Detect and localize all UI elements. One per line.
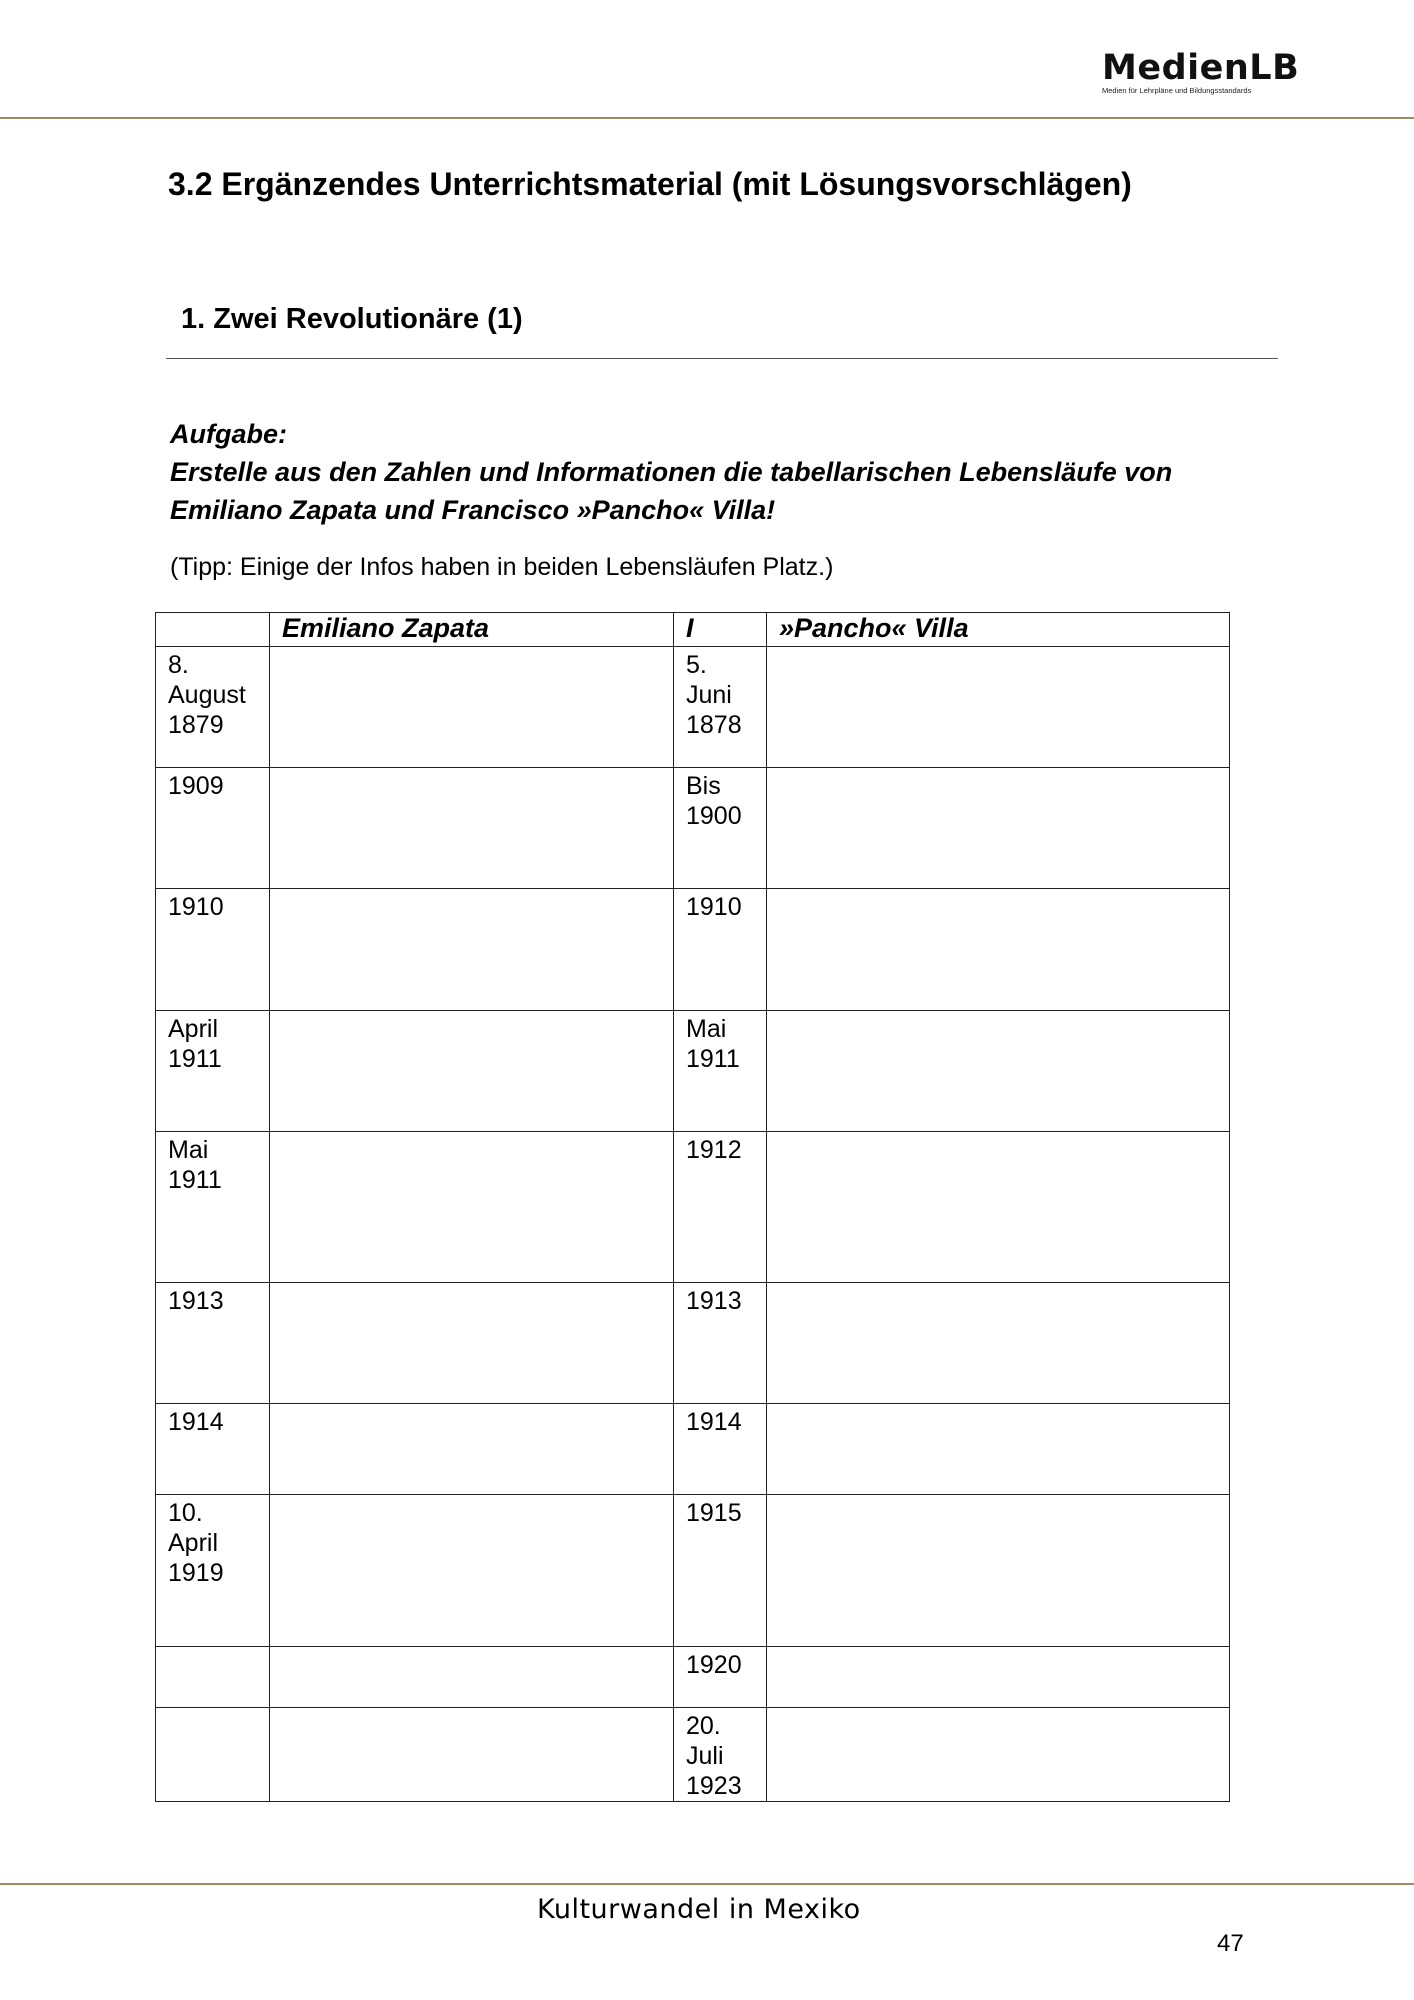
villa-entry-cell[interactable]: [767, 1495, 1230, 1647]
zapata-date-cell: April 1911: [156, 1011, 270, 1132]
villa-entry-cell[interactable]: [767, 1404, 1230, 1495]
header-divider: [0, 117, 1414, 119]
table-row: [156, 1011, 1230, 1132]
zapata-entry-cell[interactable]: [270, 1708, 674, 1802]
logo-title: MedienLB: [1102, 48, 1300, 88]
zapata-date-cell: 1914: [156, 1404, 270, 1495]
task-text: Erstelle aus den Zahlen und Informationen die tabellarischen Lebensläufe von Emiliano Zapata und Francisco »Pancho« Villa!: [170, 457, 1173, 525]
zapata-entry-cell[interactable]: [270, 889, 674, 1011]
zapata-date-cell: 1913: [156, 1283, 270, 1404]
villa-date-cell: Mai 1911: [674, 1011, 767, 1132]
villa-date-cell: 1913: [674, 1283, 767, 1404]
subsection-title: 1. Zwei Revolutionäre (1): [181, 303, 523, 335]
zapata-entry-cell[interactable]: [270, 1647, 674, 1708]
villa-date-cell: 1912: [674, 1132, 767, 1283]
villa-entry-cell[interactable]: [767, 1132, 1230, 1283]
table-row: [156, 647, 1230, 768]
zapata-entry-cell[interactable]: [270, 1404, 674, 1495]
villa-date-cell: 20. Juli 1923: [674, 1708, 767, 1802]
zapata-entry-cell[interactable]: [270, 1011, 674, 1132]
zapata-date-cell: 1909: [156, 768, 270, 889]
medienlb-logo: [1102, 50, 1302, 95]
villa-entry-cell[interactable]: [767, 768, 1230, 889]
zapata-date-cell: 10. April 1919: [156, 1495, 270, 1647]
zapata-date-cell: 8. August 1879: [156, 647, 270, 768]
zapata-date-cell: [156, 1647, 270, 1708]
table-row: [156, 1404, 1230, 1495]
section-title: 3.2 Ergänzendes Unterrichtsmaterial (mit Lösungsvorschlägen): [168, 166, 1132, 202]
header-date-column: [156, 613, 270, 647]
zapata-entry-cell[interactable]: [270, 647, 674, 768]
page-number: 47: [1217, 1930, 1244, 1957]
villa-date-cell: 1910: [674, 889, 767, 1011]
tip-text: (Tipp: Einige der Infos haben in beiden Lebensläufen Platz.): [170, 553, 834, 581]
table-row: [156, 889, 1230, 1011]
table-row: [156, 1283, 1230, 1404]
footer-title: Kulturwandel in Mexiko: [537, 1894, 861, 1925]
villa-date-cell: 1920: [674, 1647, 767, 1708]
table-row: [156, 1708, 1230, 1802]
villa-date-cell: 5. Juni 1878: [674, 647, 767, 768]
villa-date-cell: Bis 1900: [674, 768, 767, 889]
villa-entry-cell[interactable]: [767, 1283, 1230, 1404]
footer-divider: [0, 1883, 1414, 1885]
villa-entry-cell[interactable]: [767, 889, 1230, 1011]
task-label: Aufgabe:: [170, 419, 287, 449]
logo-subtitle: Medien für Lehrpläne und Bildungsstandards: [1102, 86, 1252, 95]
villa-entry-cell[interactable]: [767, 647, 1230, 768]
biography-table: [155, 612, 1230, 1802]
table-row: [156, 1647, 1230, 1708]
villa-entry-cell[interactable]: [767, 1647, 1230, 1708]
task-block: [170, 415, 1290, 529]
villa-date-cell: 1915: [674, 1495, 767, 1647]
zapata-date-cell: 1910: [156, 889, 270, 1011]
table-row: [156, 768, 1230, 889]
subsection-rule: [166, 358, 1278, 359]
table-header-row: [156, 613, 1230, 647]
villa-entry-cell[interactable]: [767, 1011, 1230, 1132]
zapata-date-cell: Mai 1911: [156, 1132, 270, 1283]
header-zapata: Emiliano Zapata: [270, 613, 674, 647]
table-row: [156, 1495, 1230, 1647]
header-divider-mark: I: [674, 613, 767, 647]
zapata-entry-cell[interactable]: [270, 768, 674, 889]
zapata-entry-cell[interactable]: [270, 1495, 674, 1647]
villa-date-cell: 1914: [674, 1404, 767, 1495]
zapata-date-cell: [156, 1708, 270, 1802]
villa-entry-cell[interactable]: [767, 1708, 1230, 1802]
zapata-entry-cell[interactable]: [270, 1283, 674, 1404]
header-villa: »Pancho« Villa: [767, 613, 1230, 647]
table-row: [156, 1132, 1230, 1283]
zapata-entry-cell[interactable]: [270, 1132, 674, 1283]
